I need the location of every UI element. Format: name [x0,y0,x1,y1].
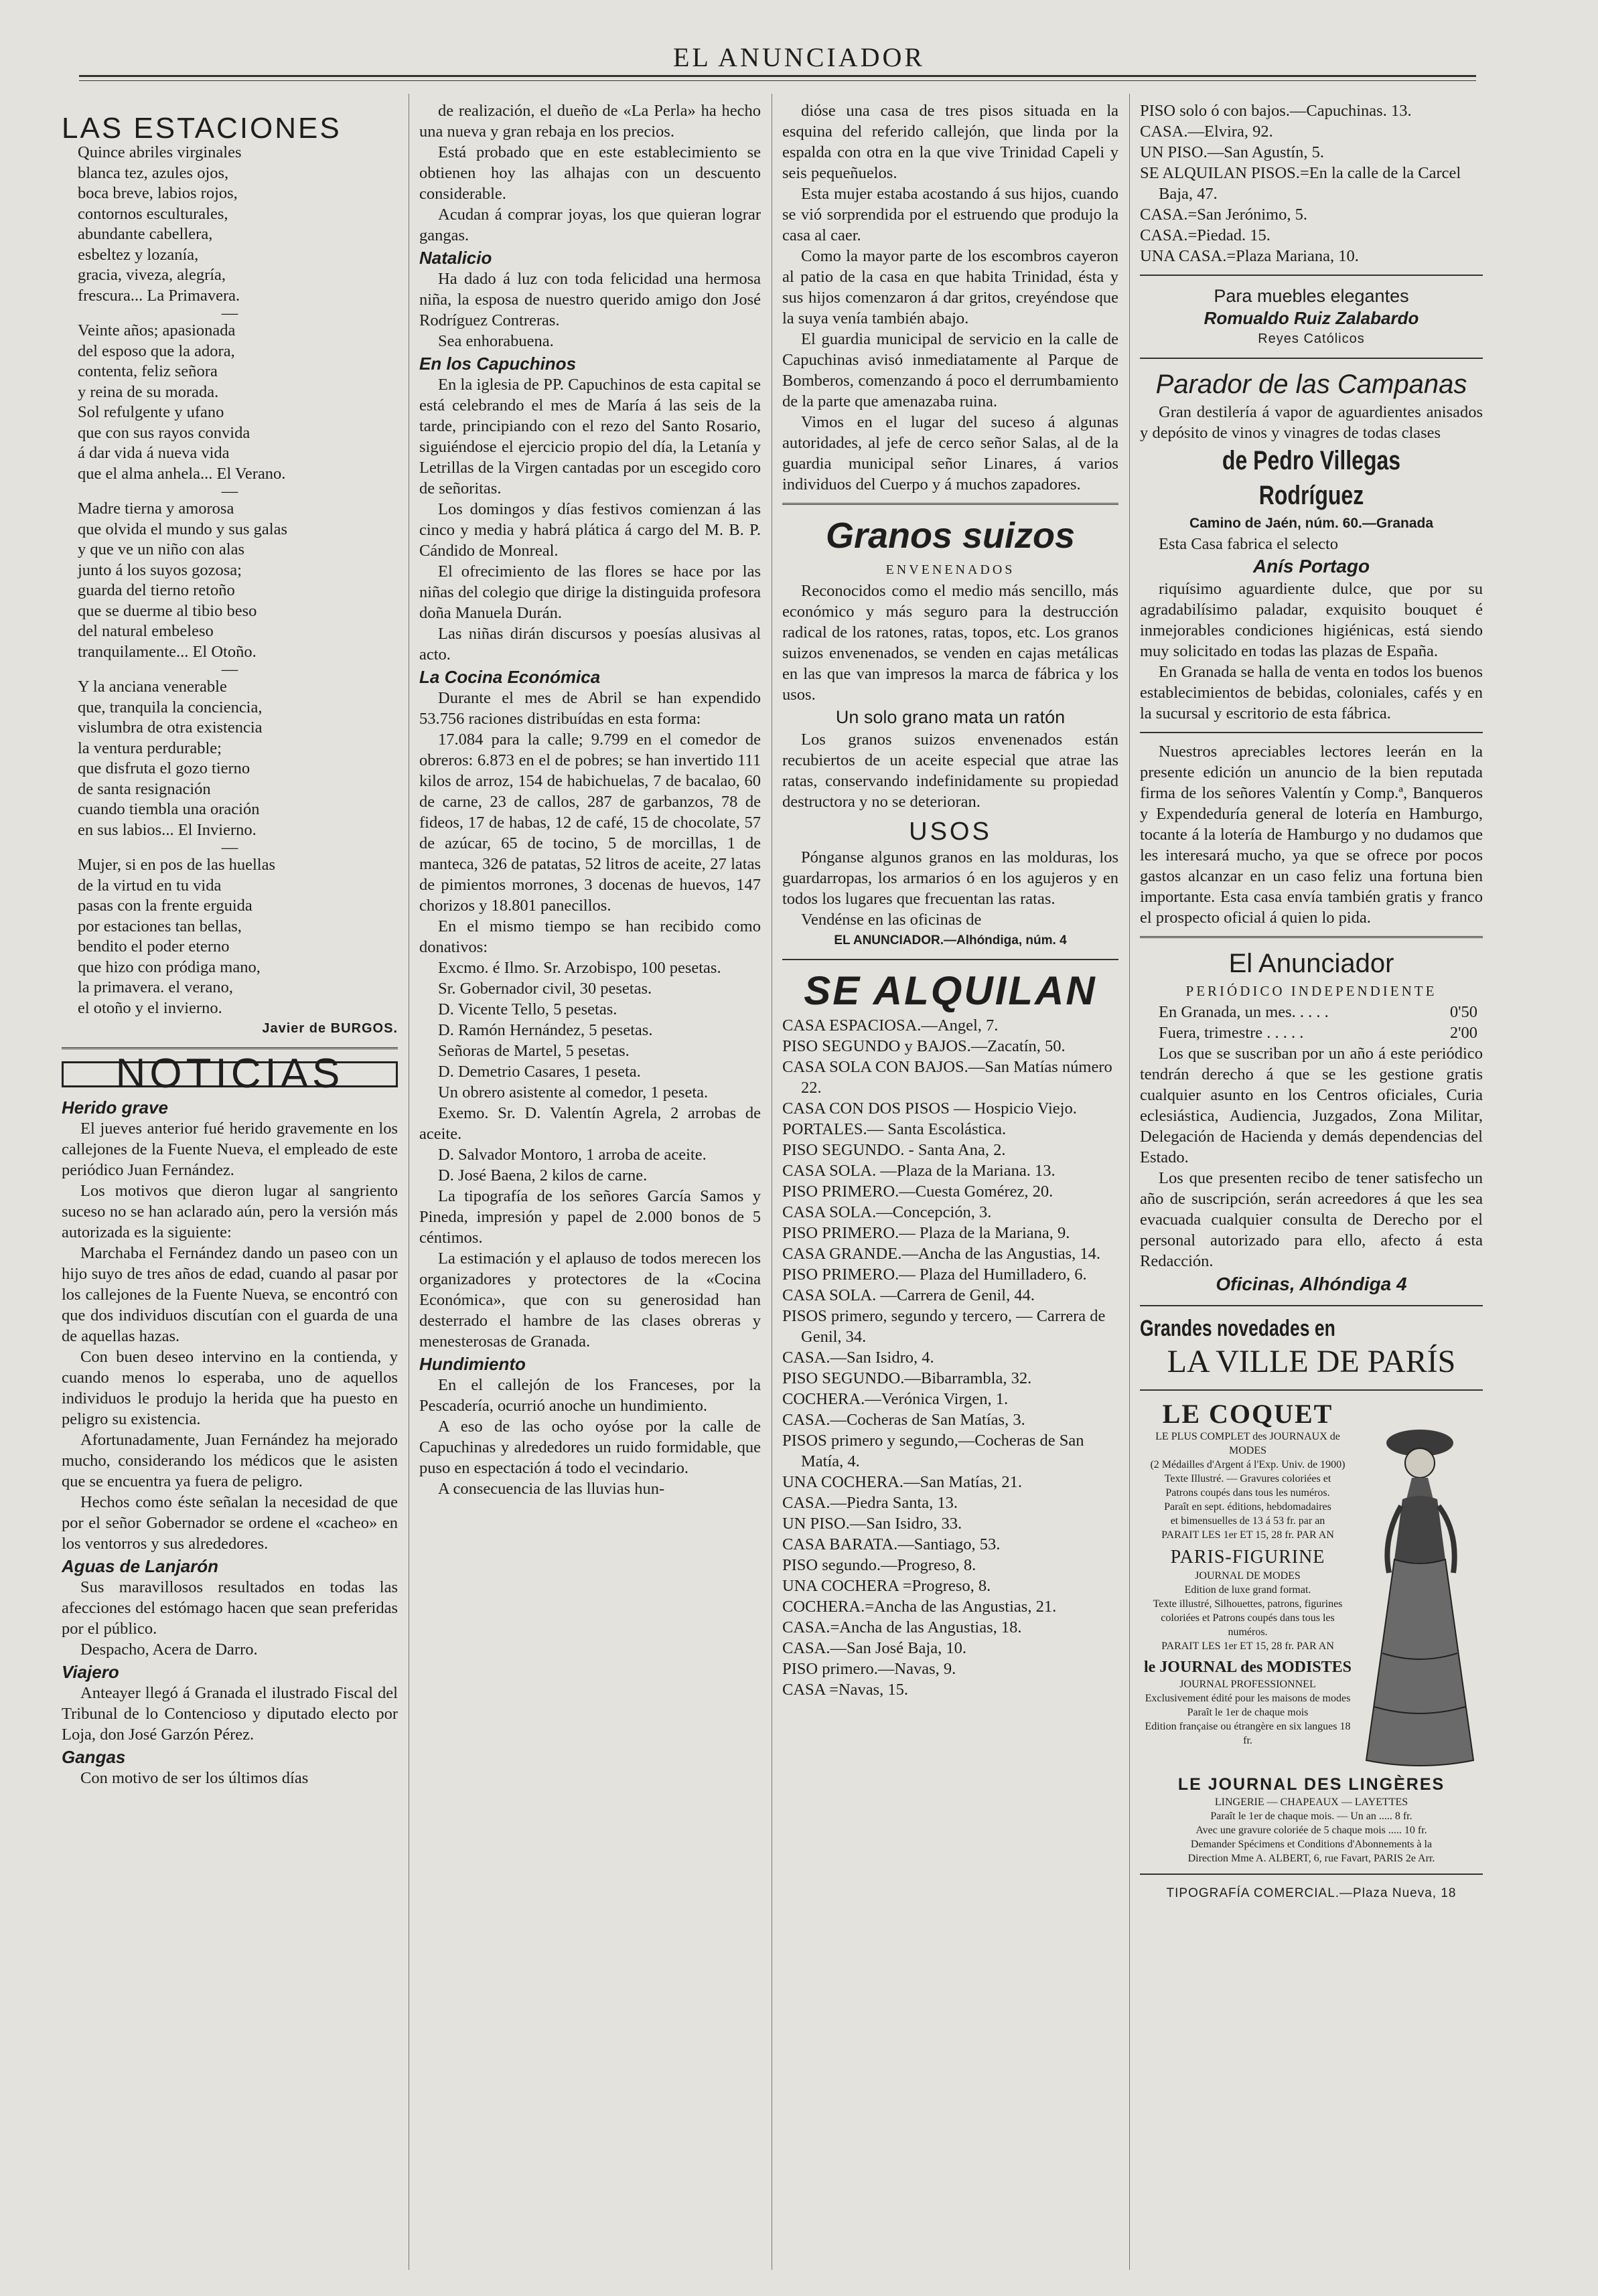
aguas-paragraph: Sus maravillosos resultados en todas las afecciones del estómago hacen que sean preferidas por el público. [62,1578,398,1638]
capuchinos-paragraph: El ofrecimiento de las flores se hace por las niñas del colegio que dirige la distinguida profesora doña Manuela Durán. [419,562,761,622]
divider [1140,936,1483,938]
modistes-title: le JOURNAL des MODISTES [1143,1659,1352,1676]
poem-line: que olvida el mundo y sus galas [78,520,288,538]
price-value: 0'50 [1449,1003,1477,1021]
cocina-heading: La Cocina Económica [419,667,601,687]
poem-line: de santa resignación [78,779,211,798]
figurine-line: JOURNAL DE MODES [1195,1570,1301,1582]
hundimiento-paragraph: A consecuencia de las lluvias hun- [438,1480,665,1498]
granos-subheading: ENVENENADOS [885,562,1015,577]
rentals-paragraph: PISO SEGUNDO. - Santa Ana, 2. [782,1141,1006,1159]
price-row [1140,1022,1483,1043]
poem-line: tranquilamente... El Otoño. [78,642,257,661]
coquet-line: Patrons coupés dans tous les numéros. [1165,1487,1330,1499]
aguas-heading: Aguas de Lanjarón [62,1556,219,1576]
stanza-separator: — [221,304,238,322]
capuchinos-paragraph: Las niñas dirán discursos y poesías alusivas al acto. [419,625,761,664]
poem-line: que se duerme al tibio beso [78,601,257,620]
anunciador-paragraph: Los que se suscriban por un año á este periódico tendrán derecho á que se les gestione gratis cualquier asunto en los Centros oficiales, Curia eclesiástica, Audiencia, Juzgados, Zona Militar, Delegación de Hacienda y demás dependencias del Estado. [1140,1045,1483,1166]
hund2-paragraph: dióse una casa de tres pisos situada en la esquina del referido callejón, que linda por la espalda con otra en la que vive Trinidad Capeli y seis pequeñuelos. [782,102,1118,182]
figurine-line: PARAIT LES 1er ET 15, 28 fr. PAR AN [1161,1640,1334,1652]
price-label: Fuera, trimestre . . . . . [1159,1024,1304,1042]
rentals-paragraph: PISO PRIMERO.—Cuesta Gomérez, 20. [782,1182,1054,1201]
coquet-line: LE PLUS COMPLET des JOURNAUX de MODES [1155,1431,1340,1456]
granos-body-2: Los granos suizos envenenados están recubiertos de un aceite especial que atrae las ratas, conservando indefinidamente su propiedad destructora y no se deterioran. [782,731,1118,811]
viajero-heading: Viajero [62,1662,119,1682]
gangas-continued [419,100,761,246]
cocina-paragraph: Durante el mes de Abril se han expendido 53.756 raciones distribuídas en esta forma: [419,689,761,728]
anis-body [1140,579,1483,724]
poem-line: esbeltez y lozanía, [78,245,199,264]
poem-line: Mujer, si en pos de las huellas [78,856,276,874]
rentals2-paragraph: UN PISO.—San Agustín, 5. [1140,143,1324,161]
rentals2-paragraph: PISO solo ó con bajos.—Capuchinas. 13. [1140,102,1412,120]
cocina-paragraph: D. Vicente Tello, 5 pesetas. [438,1000,618,1018]
rentals2-paragraph: CASA.—Elvira, 92. [1140,123,1273,141]
coquet-line: PARAIT LES 1er ET 15, 28 fr. PAR AN [1161,1529,1334,1541]
rentals-paragraph: PISO segundo.—Progreso, 8. [782,1556,976,1574]
poem-line: blanca tez, azules ojos, [78,163,229,182]
aguas-paragraph: Despacho, Acera de Darro. [80,1640,258,1659]
poem-line: vislumbra de otra existencia [78,718,263,737]
coquet-line: et bimensuelles de 13 á 53 fr. par an [1170,1515,1325,1527]
anis-heading: Anís Portago [1252,556,1370,577]
hundimiento-body [419,1375,761,1499]
fashion-lady-illustration [1356,1399,1483,1774]
poem-line: cuando tiembla una oración [78,800,260,818]
rentals-paragraph: PISOS primero y segundo,—Cocheras de San Matía, 4. [782,1432,1084,1470]
cocina-paragraph: La estimación y el aplauso de todos merecen los organizadores y protectores de la «Cocina Económica», que con su generosidad han desterrado el hambre de las clases obreras y menesterosas de Granada. [419,1249,761,1351]
anunciador-subheading: PERIÓDICO INDEPENDIENTE [1185,983,1437,999]
poem-line: el otoño y el invierno. [78,998,222,1017]
parador-body-2: Esta Casa fabrica el selecto [1159,535,1339,553]
cocina-paragraph: Señoras de Martel, 5 pesetas. [438,1042,630,1060]
aguas-body [62,1577,398,1660]
price-row [1140,1002,1483,1022]
divider [62,1047,398,1049]
poem-stanzas [62,143,398,1018]
alquilan-heading: SE ALQUILAN [804,968,1097,1013]
anis-paragraph: En Granada se halla de venta en todos los buenos establecimientos de bebidas, coloniales, cafés y en la sucursal y escritorio de esta fábrica. [1140,663,1483,722]
rentals-paragraph: CASA ESPACIOSA.—Angel, 7. [782,1016,999,1035]
rentals-paragraph: PISO SEGUNDO y BAJOS.—Zacatín, 50. [782,1037,1066,1055]
poem-line: y reina de su morada. [78,382,219,401]
rentals-paragraph: CASA.—Cocheras de San Matías, 3. [782,1411,1025,1429]
viajero-body: Anteayer llegó á Granada el ilustrado Fiscal del Tribunal de lo Contencioso y diputado electo por Loja, don José Garzón Pérez. [62,1684,398,1744]
anis-paragraph: riquísimo aguardiente dulce, que por su agradabilísimo paladar, exquisito bouquet é inmejorables condiciones higiénicas, está siendo muy solicitado en todas las plazas de España. [1140,580,1483,660]
rentals-paragraph: COCHERA.—Verónica Virgen, 1. [782,1390,1009,1408]
parador-name: de Pedro Villegas Rodríguez [1222,446,1401,510]
cocina-paragraph: D. Demetrio Casares, 1 peseta. [438,1063,641,1081]
rentals-paragraph: CASA SOLA. —Carrera de Genil, 44. [782,1286,1035,1304]
masthead-rule [79,75,1476,81]
hund2-paragraph: Como la mayor parte de los escombros cayeron al patio de la casa en que habita Trinidad, ésta y sus hijos comenzaron á dar gritos, creyéndose que la suya venía también abajo. [782,247,1118,327]
natalicio-heading: Natalicio [419,248,492,268]
lingeres-line: LINGERIE — CHAPEAUX — LAYETTES [1214,1796,1408,1808]
herido-paragraph: Los motivos que dieron lugar al sangriento suceso no se han aclarado aún, pero la versión más autorizada es la siguiente: [62,1182,398,1241]
cocina-paragraph: La tipografía de los señores García Samos y Pineda, impresión y papel de 2.000 bonos de 5 céntimos. [419,1187,761,1247]
poem-line: la ventura perdurable; [78,739,222,757]
rentals-paragraph: CASA.—San Isidro, 4. [782,1349,934,1367]
poem-line: que disfruta el gozo tierno [78,759,250,777]
herido-paragraph: Hechos como éste señalan la necesidad de que por el señor Gobernador se ordene el «cacheo» en los ventorros y sus alrededores. [62,1493,398,1553]
hund2-paragraph: El guardia municipal de servicio en la calle de Capuchinas avisó inmediatamente al Parque de Bomberos, comenzando á poco el derrumbamiento de la parte que amenazaba ruina. [782,330,1118,410]
noticias-heading: NOTICIAS [62,1061,398,1087]
usos-paragraph: Vendénse en las oficinas de [801,911,982,929]
cocina-paragraph: D. José Baena, 2 kilos de carne. [438,1166,648,1184]
rentals2-paragraph: UNA CASA.=Plaza Mariana, 10. [1140,247,1359,265]
herido-paragraph: El jueves anterior fué herido gravemente en los callejones de la Fuente Nueva, el empleado de este periódico Juan Fernández. [62,1120,398,1179]
poem-line: Madre tierna y amorosa [78,500,234,518]
price-value: 2'00 [1449,1024,1477,1042]
fashion-advert-text [1140,1399,1356,1774]
coquet-line: Texte Illustré. — Gravures coloriées et [1164,1473,1331,1484]
natalicio-paragraph: Sea enhorabuena. [438,332,554,350]
cocina-paragraph: 17.084 para la calle; 9.799 en el comedor de obreros: 6.873 en el de pobres; se han invertido 111 kilos de arroz, 154 de habichuelas, 7 de bacalao, 60 de carne, 23 de callos, 287 de garbanzos, 78 de fideos, 17 de habas, 12 de café, 15 de chocolate, 57 de azúcar, 65 de tocino, 5 de morcillas, 1 de manteca, 326 de patatas, 52 litros de aceite, 27 latas de pimientos morrones, 3 docenas de huevos, 147 chorizos y 18.801 panecillos. [419,731,761,915]
rentals-paragraph: CASA =Navas, 15. [782,1681,909,1699]
poem-line: del esposo que la adora, [78,341,235,360]
poem-title: LAS ESTACIONES [62,112,342,145]
anunciador-heading: El Anunciador [1228,949,1394,978]
coquet-lines [1140,1430,1356,1542]
oficinas-line: Oficinas, Alhóndiga 4 [1216,1274,1407,1294]
lingeres-line: Paraît le 1er de chaque mois. — Un an ..... 8 fr. [1210,1811,1412,1822]
herido-paragraph: Afortunadamente, Juan Fernández ha mejorado mucho, considerando los médicos que le asisten que se encuentra ya fuera de peligro. [62,1431,398,1490]
granos-body: Reconocidos como el medio más sencillo, más económico y más seguro para la destrucción radical de los ratones, ratas, topos, etc. Los granos suizos envenenados, se venden en cajas metálicas en las que van impresos la marca de fábrica y los usos. [782,582,1118,704]
figurine-title: PARIS-FIGURINE [1170,1547,1325,1567]
poem-line: Y la anciana venerable [78,678,227,696]
gangas2-paragraph: de realización, el dueño de «La Perla» ha hecho una nueva y gran rebaja en los precios. [419,102,761,141]
parador-address: Camino de Jaén, núm. 60.—Granada [1189,516,1434,531]
poem-line: del natural embeleso [78,622,214,640]
cocina-paragraph: Sr. Gobernador civil, 30 pesetas. [438,980,652,998]
gangas-heading: Gangas [62,1747,126,1767]
lectores-body: Nuestros apreciables lectores leerán en la presente edición un anuncio de la bien reputada firma de los señores Valentín y Comp.ª, Banqueros y Expendeduría general de lotería en Hamburgo, tocante á la lotería de Hamburgo y no dudamos que les interesará mucho, ya que se ofrece por pocos gastos alcanzar en un caso feliz una fortuna bien importante. Esta casa envía también gratis y franco el prospecto oficial á quien lo pida. [1140,743,1483,927]
poem-line: por estaciones tan bellas, [78,917,242,935]
hundimiento-paragraph: En el callejón de los Franceses, por la Pescadería, ocurrió anoche un hundimiento. [419,1376,761,1415]
granos-slogan: Un solo grano mata un ratón [835,707,1066,727]
poem-line: en sus labios... El Invierno. [78,820,257,839]
fashion-advert [1140,1399,1483,1774]
modistes-line: Exclusivement édité pour les maisons de modes [1145,1693,1351,1704]
parador-body: Gran destilería á vapor de aguardientes anisados y depósito de vinos y vinagres de todas clases [1140,403,1483,442]
capuchinos-paragraph: Los domingos y días festivos comienzan á las cinco y media y habrá plática á cargo del M. B. P. Cándido de Monreal. [419,500,761,560]
hund2-paragraph: Esta mujer estaba acostando á sus hijos, cuando se vió sorprendida por el estruendo que produjo la casa al caer. [782,185,1118,244]
hund2-paragraph: Vimos en el lugar del suceso á algunas autoridades, al jefe de cerco señor Salas, al de la guardia municipal señor Linares, á varios individuos del Cuerpo y á muchos zapadores. [782,413,1118,493]
hundimiento-paragraph: A eso de las ocho oyóse por la calle de Capuchinas y alrededores un ruido formidable, que puso en espectación á todo el vecindario. [419,1418,761,1477]
price-label: En Granada, un mes. . . . . [1159,1003,1329,1021]
rentals-paragraph: PISO PRIMERO.— Plaza del Humilladero, 6. [782,1266,1087,1284]
imprint-line: TIPOGRAFÍA COMERCIAL.—Plaza Nueva, 18 [1166,1886,1457,1900]
rentals2-paragraph: CASA.=Piedad. 15. [1140,226,1270,244]
rentals-paragraph: CASA.=Ancha de las Angustias, 18. [782,1618,1022,1636]
rentals-paragraph: CASA GRANDE.—Ancha de las Angustias, 14. [782,1245,1101,1263]
muebles-name: Romualdo Ruiz Zalabardo [1204,308,1419,328]
poem-line: frescura... La Primavera. [78,286,240,305]
rentals-paragraph: CASA BARATA.—Santiago, 53. [782,1535,1001,1553]
divider [1140,1305,1483,1306]
coquet-line: Paraît en sept. éditions, hebdomadaires [1164,1501,1331,1513]
poem-line: gracia, viveza, alegría, [78,266,226,284]
rentals-paragraph: PORTALES.— Santa Escolástica. [782,1120,1007,1138]
rentals-paragraph: CASA SOLA. —Plaza de la Mariana. 13. [782,1162,1056,1180]
capuchinos-heading: En los Capuchinos [419,354,577,374]
rentals-paragraph: CASA SOLA CON BAJOS.—San Matías número 22. [782,1058,1112,1097]
gangas2-paragraph: Está probado que en este establecimiento se obtienen hoy las alhajas con un descuento considerable. [419,143,761,203]
gangas2-paragraph: Acudan á comprar joyas, los que quieran lograr gangas. [419,206,761,244]
poem-line: y que ve un niño con alas [78,540,245,558]
natalicio-paragraph: Ha dado á luz con toda felicidad una hermosa niña, la esposa de nuestro querido amigo don José Rodríguez Contreras. [419,270,761,329]
poem-line: junto á los suyos gozosa; [78,560,242,579]
anunciador-paragraph: Los que presenten recibo de tener satisfecho un año de suscripción, serán acreedores á que les sea evacuada cualquier consulta de Derecho por el personal autorizado para ello, afecto á esta Redacción. [1140,1169,1483,1270]
rentals2-paragraph: CASA.=San Jerónimo, 5. [1140,206,1307,224]
lingeres-line: Avec une gravure coloriée de 5 chaque mois ..... 10 fr. [1195,1825,1427,1836]
rentals-paragraph: UNA COCHERA =Progreso, 8. [782,1577,991,1595]
usos-address: EL ANUNCIADOR.—Alhóndiga, núm. 4 [834,933,1067,947]
column-divider [1129,94,1130,2270]
poem-line: que, tranquila la conciencia, [78,698,263,716]
lingeres-line: Demander Spécimens et Conditions d'Abonnements à la [1190,1839,1433,1850]
cocina-paragraph: Exemo. Sr. D. Valentín Agrela, 2 arrobas de aceite. [419,1104,761,1143]
anunciador-body [1140,1043,1483,1272]
herido-paragraph: Marchaba el Fernández dando un paseo con un hijo suyo de tres años de edad, cuando al pasar por los callejones de la Fuente Nueva, se encontró con que dos individuos discutían con el guarda de una de aquellas hazas. [62,1244,398,1345]
rentals-paragraph: PISO PRIMERO.— Plaza de la Mariana, 9. [782,1224,1070,1242]
cocina-paragraph: Un obrero asistente al comedor, 1 peseta. [438,1083,709,1101]
poem-line: que con sus rayos convida [78,423,250,442]
stanza-separator: — [221,660,238,678]
divider [782,959,1118,960]
novedades-heading: Grandes novedades en [1140,1316,1335,1341]
poem-line: pasas con la frente erguida [78,897,252,915]
muebles-line: Para muebles elegantes [1214,286,1409,306]
modistes-lines [1140,1677,1356,1748]
muebles-address: Reyes Católicos [1258,331,1365,346]
poem-line: que hizo con pródiga mano, [78,958,261,976]
modistes-line: Edition française ou étrangère en six langues 18 fr. [1145,1721,1351,1746]
subscription-prices [1140,1002,1483,1043]
poem-author: Javier de BURGOS. [262,1021,398,1036]
stanza-separator: — [221,838,238,856]
herido-body [62,1118,398,1554]
column-4 [1140,100,1483,2277]
herido-heading: Herido grave [62,1097,168,1118]
lingeres-line: Direction Mme A. ALBERT, 6, rue Favart, PARIS 2e Arr. [1187,1853,1435,1864]
lingeres-title: LE JOURNAL DES LINGÈRES [1177,1775,1445,1794]
poem-line: Sol refulgente y ufano [78,403,224,421]
capuchinos-paragraph: En la iglesia de PP. Capuchinos de esta capital se está celebrando el mes de María á las seis de la tarde, principiando con el rezo del Santo Rosario, siguiéndose el ejercicio propio del día, la Letanía y Letrillas de la Virgen cantadas por un escegido coro de señoritas. [419,376,761,498]
modistes-line: Paraît le 1er de chaque mois [1187,1707,1309,1718]
poem-line: que el alma anhela... El Verano. [78,464,286,483]
granos-heading: Granos suizos [825,516,1076,556]
coquet-line: (2 Médailles d'Argent á l'Exp. Univ. de 1900) [1150,1459,1346,1470]
figurine-line: Edition de luxe grand format. [1184,1584,1311,1596]
parador-heading: Parador de las Campanas [1155,370,1467,399]
poem-line: bendito el poder eterno [78,937,230,955]
rentals-paragraph: UNA COCHERA.—San Matías, 21. [782,1473,1022,1491]
divider [1140,1389,1483,1391]
usos-body [782,847,1118,930]
rentals-paragraph: PISO SEGUNDO.—Bibarrambla, 32. [782,1369,1032,1387]
herido-paragraph: Con buen deseo intervino en la contienda, y cuando menos lo esperaba, uno de aquellos individuos le produjo la herida que ha puesto en peligro su existencia. [62,1348,398,1428]
rentals-paragraph: COCHERA.=Ancha de las Angustias, 21. [782,1598,1057,1616]
rentals-list-continued [1140,100,1483,266]
figurine-line: coloriées et Patrons coupés dans tous les numéros. [1161,1612,1335,1638]
column-3 [782,100,1118,2277]
coquet-title: LE COQUET [1162,1399,1333,1429]
rentals-list [782,1015,1118,1700]
hundimiento-continued [782,100,1118,495]
rentals-paragraph: UN PISO.—San Isidro, 33. [782,1515,962,1533]
rentals2-paragraph: SE ALQUILAN PISOS.=En la calle de la Carcel Baja, 47. [1140,164,1461,203]
cocina-paragraph: Excmo. é Ilmo. Sr. Arzobispo, 100 pesetas. [438,959,721,977]
rentals-paragraph: CASA.—Piedra Santa, 13. [782,1494,958,1512]
poem-line: Veinte años; apasionada [78,321,236,339]
lingeres-lines [1140,1795,1483,1865]
capuchinos-body [419,374,761,665]
usos-paragraph: Pónganse algunos granos en las molduras, los guardarropas, los armarios ó en los agujeros y en todos los lugares que frecuentan las ratas. [782,848,1118,908]
usos-heading: USOS [909,818,992,846]
ville-heading: LA VILLE DE PARÍS [1167,1344,1456,1379]
divider [1140,358,1483,359]
divider [782,503,1118,505]
column-1 [62,100,398,2277]
poem-line: contenta, feliz señora [78,362,218,380]
rentals-paragraph: PISOS primero, segundo y tercero, — Carrera de Genil, 34. [782,1307,1106,1346]
poem-line: á dar vida á nueva vida [78,444,230,462]
poem-line: abundante cabellera, [78,225,213,243]
rentals-paragraph: CASA SOLA.—Concepción, 3. [782,1203,992,1221]
poem-line: Quince abriles virginales [78,143,242,161]
poem-line: boca breve, labios rojos, [78,184,238,202]
divider [1140,732,1483,733]
column-2 [419,100,761,2277]
rentals-paragraph: CASA CON DOS PISOS — Hospicio Viejo. [782,1099,1077,1118]
rentals-paragraph: PISO primero.—Navas, 9. [782,1660,956,1678]
poem-line: contornos esculturales, [78,204,228,223]
natalicio-body [419,269,761,352]
poem-line: la primavera. el verano, [78,978,233,996]
masthead: EL ANUNCIADOR [672,42,926,72]
divider [1140,1873,1483,1875]
modistes-line: JOURNAL PROFESSIONNEL [1179,1679,1316,1690]
stanza-separator: — [221,482,238,500]
cocina-paragraph: En el mismo tiempo se han recibido como donativos: [419,917,761,956]
divider [1140,275,1483,276]
cocina-paragraph: D. Ramón Hernández, 5 pesetas. [438,1021,653,1039]
poem-line: de la virtud en tu vida [78,876,222,895]
cocina-body [419,688,761,1352]
rentals-paragraph: CASA.—San José Baja, 10. [782,1639,966,1657]
figurine-line: Texte illustré, Silhouettes, patrons, figurines [1153,1598,1343,1610]
cocina-paragraph: D. Salvador Montoro, 1 arroba de aceite. [438,1146,707,1164]
gangas-body: Con motivo de ser los últimos días [80,1769,309,1787]
hundimiento-heading: Hundimiento [419,1354,526,1374]
figurine-lines [1140,1569,1356,1653]
poem-line: guarda del tierno retoño [78,581,235,599]
